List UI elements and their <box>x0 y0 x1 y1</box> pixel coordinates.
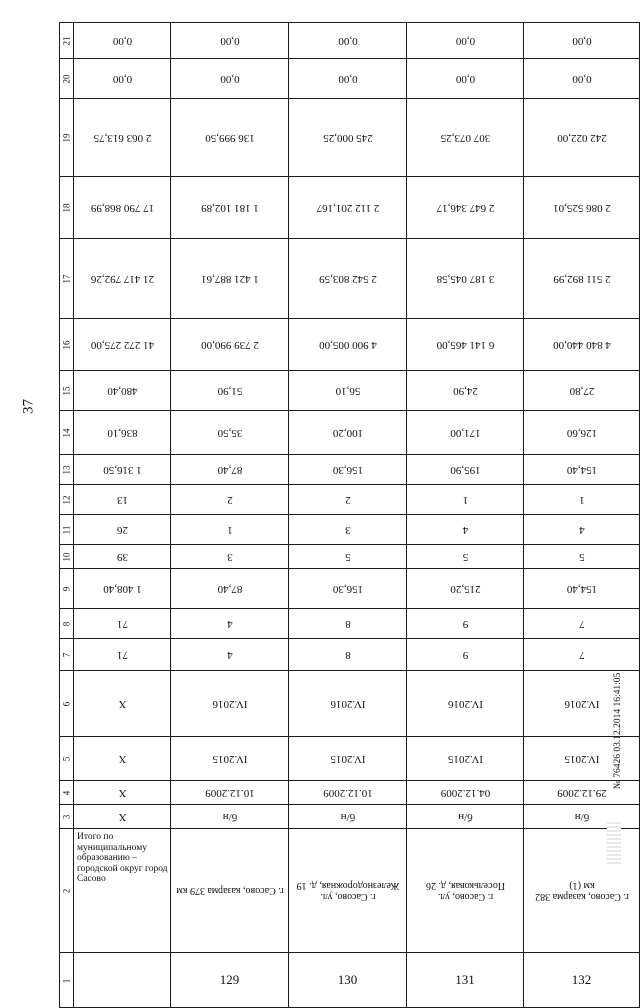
column-number: 17 <box>60 239 74 319</box>
table-cell: 87,40 <box>171 569 289 609</box>
table-cell: 1 421 887,61 <box>171 239 289 319</box>
table-cell: г. Сасово, ул. Посельковая, д. 26 <box>407 829 524 953</box>
table-row-col-18 <box>60 177 640 239</box>
column-number: 1 <box>60 953 74 1008</box>
table-row-col-20 <box>60 59 640 99</box>
table-cell: IV.2016 <box>407 671 524 737</box>
column-number: 6 <box>60 671 74 737</box>
table-cell: 0,00 <box>289 23 407 59</box>
table-row-col-3 <box>60 805 640 829</box>
column-number: 15 <box>60 371 74 411</box>
table-cell: X <box>74 737 171 781</box>
table-cell: 129 <box>171 953 289 1008</box>
table-cell: 56,10 <box>289 371 407 411</box>
table-cell: 154,40 <box>524 455 640 485</box>
column-number: 5 <box>60 737 74 781</box>
column-number: 13 <box>60 455 74 485</box>
column-number: 3 <box>60 805 74 829</box>
table-cell: IV.2016 <box>171 671 289 737</box>
table-row-col-15 <box>60 371 640 411</box>
table-row-col-21 <box>60 23 640 59</box>
column-number: 8 <box>60 609 74 639</box>
table-row-col-6 <box>60 671 640 737</box>
scan-mark <box>607 820 621 864</box>
table-cell: 35,50 <box>171 411 289 455</box>
table-cell: 195,90 <box>407 455 524 485</box>
table-cell: 4 <box>171 639 289 671</box>
table-cell: 836,10 <box>74 411 171 455</box>
table-cell: 04.12.2009 <box>407 781 524 805</box>
table-cell: 6 141 465,00 <box>407 319 524 371</box>
table-row-col-17 <box>60 239 640 319</box>
table-row-col-12 <box>60 485 640 515</box>
stamp-text: № 76426 03.12.2014 16:41:05 <box>613 672 623 790</box>
table-cell: 10.12.2009 <box>171 781 289 805</box>
table-cell: 307 073,25 <box>407 99 524 177</box>
table-row-col-11 <box>60 515 640 545</box>
table-row-col-1 <box>60 953 640 1008</box>
table-cell: 13 <box>74 485 171 515</box>
table-cell: г. Сасово, казарма 382 км (1) <box>524 829 640 953</box>
table-cell: 130 <box>289 953 407 1008</box>
table-row-col-19 <box>60 99 640 177</box>
table-row-col-8 <box>60 609 640 639</box>
table-cell: 242 022,00 <box>524 99 640 177</box>
table-cell: 2 <box>289 485 407 515</box>
table-cell: 3 <box>171 545 289 569</box>
table-cell: 2 <box>171 485 289 515</box>
table-cell: 4 840 440,00 <box>524 319 640 371</box>
table-cell: 136 999,50 <box>171 99 289 177</box>
table-cell: 4 <box>171 609 289 639</box>
table-cell: г. Сасово, казарма 379 км <box>171 829 289 953</box>
table-cell: 2 542 803,59 <box>289 239 407 319</box>
table-cell <box>74 953 171 1008</box>
table-row-col-9 <box>60 569 640 609</box>
column-number: 18 <box>60 177 74 239</box>
table-cell: 8 <box>289 639 407 671</box>
table-cell: 21 417 792,26 <box>74 239 171 319</box>
table-cell: 1 <box>524 485 640 515</box>
table-row-col-14 <box>60 411 640 455</box>
table-cell: 7 <box>524 639 640 671</box>
table-body <box>60 23 640 1008</box>
column-number: 11 <box>60 515 74 545</box>
housing-relocation-table <box>59 22 640 1008</box>
table-cell: 0,00 <box>407 23 524 59</box>
table-cell: X <box>74 805 171 829</box>
table-row-col-2 <box>60 829 640 953</box>
column-number: 14 <box>60 411 74 455</box>
table-cell: 26 <box>74 515 171 545</box>
table-cell: 9 <box>407 609 524 639</box>
column-number: 4 <box>60 781 74 805</box>
table-cell: б/н <box>171 805 289 829</box>
table-cell: 0,00 <box>74 59 171 99</box>
table-cell: 171,00 <box>407 411 524 455</box>
table-cell: 2 063 613,75 <box>74 99 171 177</box>
table-cell: б/н <box>289 805 407 829</box>
table-cell: 24,90 <box>407 371 524 411</box>
table-cell: 5 <box>407 545 524 569</box>
column-number: 9 <box>60 569 74 609</box>
table-cell: 156,30 <box>289 569 407 609</box>
column-number: 21 <box>60 23 74 59</box>
table-cell: X <box>74 781 171 805</box>
table-cell: 4 <box>407 515 524 545</box>
table-row-col-5 <box>60 737 640 781</box>
table-cell: 7 <box>524 609 640 639</box>
table-cell: б/н <box>524 805 640 829</box>
table-cell: 39 <box>74 545 171 569</box>
table-cell: 1 <box>171 515 289 545</box>
column-number: 7 <box>60 639 74 671</box>
table-row-col-16 <box>60 319 640 371</box>
table-cell: 1 316,50 <box>74 455 171 485</box>
page-number: 37 <box>20 399 37 414</box>
table-cell: 0,00 <box>524 23 640 59</box>
table-cell: 126,60 <box>524 411 640 455</box>
table-cell: 2 086 525,01 <box>524 177 640 239</box>
table-row-col-13 <box>60 455 640 485</box>
table-cell: X <box>74 671 171 737</box>
table-cell: IV.2016 <box>524 671 640 737</box>
table-cell: IV.2015 <box>524 737 640 781</box>
column-number: 16 <box>60 319 74 371</box>
column-number: 12 <box>60 485 74 515</box>
registration-stamp <box>606 612 630 850</box>
table-cell: 4 <box>524 515 640 545</box>
table-cell: IV.2016 <box>289 671 407 737</box>
table-cell: 5 <box>289 545 407 569</box>
table-cell: 4 900 005,00 <box>289 319 407 371</box>
table-cell: 0,00 <box>524 59 640 99</box>
table-cell: 1 <box>407 485 524 515</box>
table-row-col-7 <box>60 639 640 671</box>
table-cell: 3 <box>289 515 407 545</box>
table-cell: IV.2015 <box>171 737 289 781</box>
table-cell: 10.12.2009 <box>289 781 407 805</box>
table-cell: 9 <box>407 639 524 671</box>
table-cell: 1 181 102,89 <box>171 177 289 239</box>
table-cell: IV.2015 <box>289 737 407 781</box>
table-cell: 71 <box>74 609 171 639</box>
column-number: 2 <box>60 829 74 953</box>
table-cell: 215,20 <box>407 569 524 609</box>
table-cell: г. Сасово, ул. Железнодорожная, д. 19 <box>289 829 407 953</box>
table-cell: 0,00 <box>74 23 171 59</box>
table-cell: б/н <box>407 805 524 829</box>
table-cell: 17 790 868,99 <box>74 177 171 239</box>
table-cell: 245 000,25 <box>289 99 407 177</box>
table-cell: 29.12.2009 <box>524 781 640 805</box>
table-cell: 132 <box>524 953 640 1008</box>
table-cell: 0,00 <box>171 59 289 99</box>
column-number: 19 <box>60 99 74 177</box>
table-row-col-10 <box>60 545 640 569</box>
table-cell: 8 <box>289 609 407 639</box>
table-row-col-4 <box>60 781 640 805</box>
table-cell: 2 511 892,99 <box>524 239 640 319</box>
table-cell: 2 647 346,17 <box>407 177 524 239</box>
table-cell: 0,00 <box>289 59 407 99</box>
table-cell: 154,40 <box>524 569 640 609</box>
table-cell: 27,80 <box>524 371 640 411</box>
table-cell: 131 <box>407 953 524 1008</box>
table-cell: 87,40 <box>171 455 289 485</box>
table-cell: 1 408,40 <box>74 569 171 609</box>
table-cell: 51,90 <box>171 371 289 411</box>
table-cell: 2 739 990,00 <box>171 319 289 371</box>
table-cell: 0,00 <box>407 59 524 99</box>
table-cell: 3 187 045,58 <box>407 239 524 319</box>
table-cell: 156,30 <box>289 455 407 485</box>
column-number: 20 <box>60 59 74 99</box>
table-cell: 71 <box>74 639 171 671</box>
table-cell: 2 112 201,167 <box>289 177 407 239</box>
column-number: 10 <box>60 545 74 569</box>
table-cell: IV.2015 <box>407 737 524 781</box>
table-cell: 100,20 <box>289 411 407 455</box>
table-cell: 41 272 275,00 <box>74 319 171 371</box>
table-cell: 5 <box>524 545 640 569</box>
table-cell: 480,40 <box>74 371 171 411</box>
table-cell: 0,00 <box>171 23 289 59</box>
table-cell: Итого по муниципальному образованию – городской округ город Сасово <box>74 829 171 953</box>
